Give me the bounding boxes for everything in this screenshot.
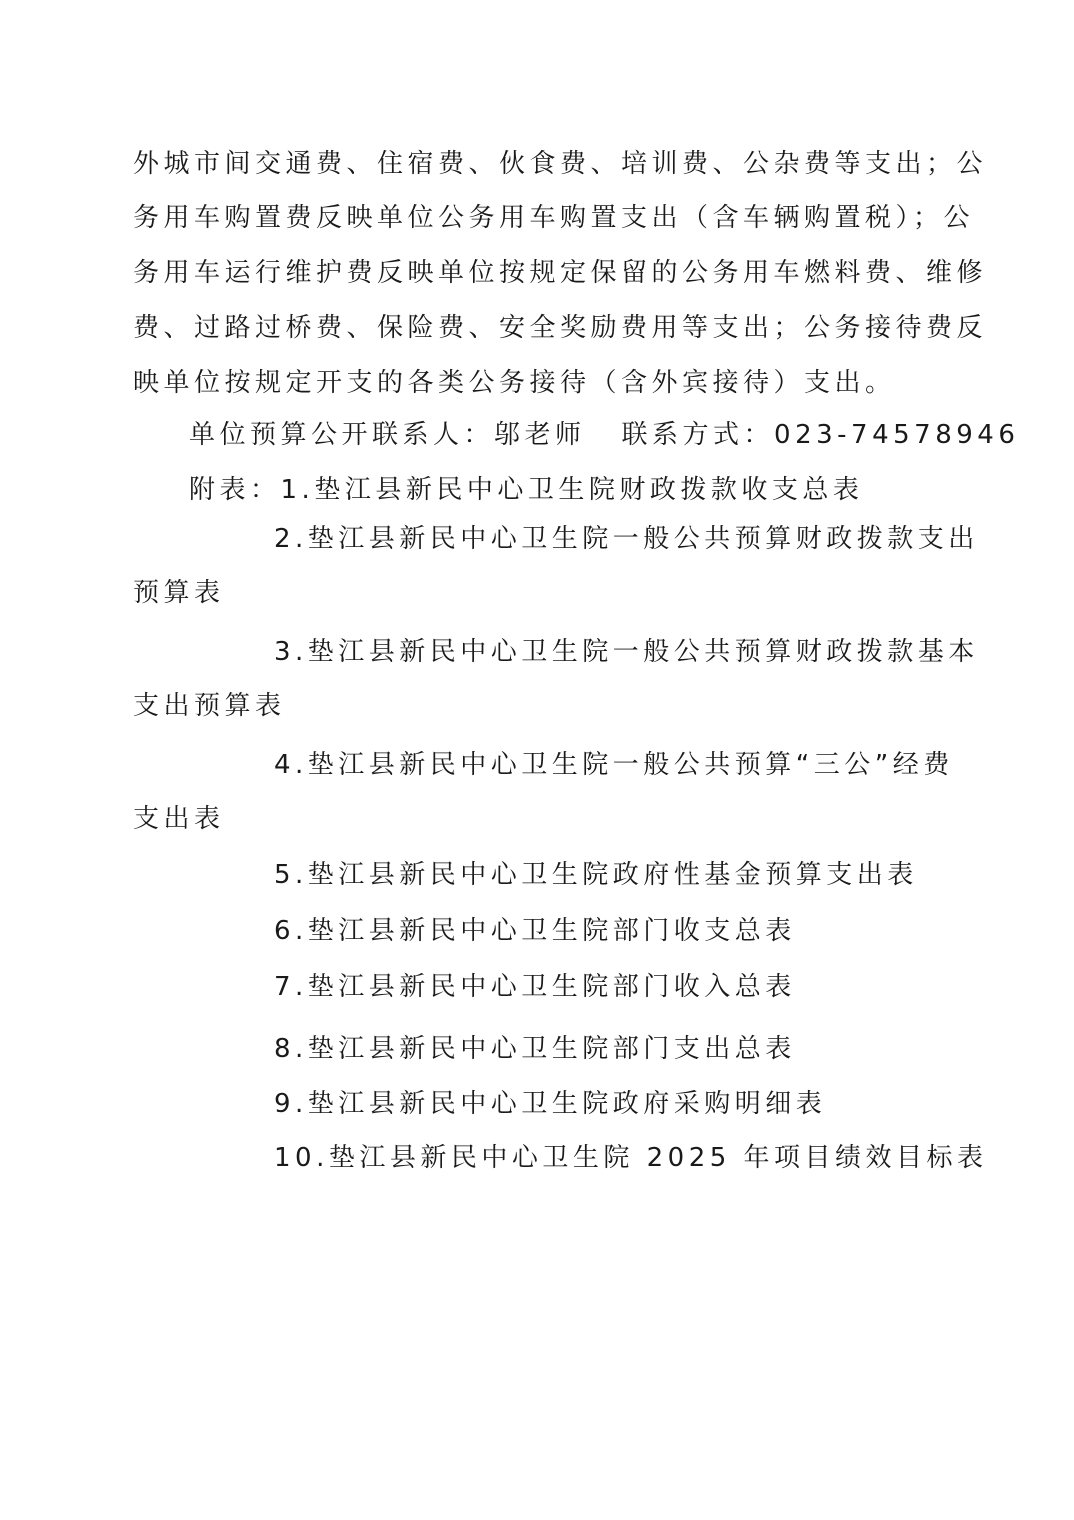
- attachment-item: 9.垫江县新民中心卫生院政府采购明细表: [274, 1089, 827, 1119]
- attachment-item: 4.垫江县新民中心卫生院一般公共预算“三公”经费: [274, 750, 954, 780]
- contact-person-label: 单位预算公开联系人：: [189, 420, 495, 450]
- attachment-item: 10.垫江县新民中心卫生院 2025 年项目绩效目标表: [274, 1143, 988, 1173]
- contact-phone: 023-74578946: [774, 420, 1020, 450]
- attachment-item: 8.垫江县新民中心卫生院部门支出总表: [274, 1034, 796, 1064]
- attachment-item: 5.垫江县新民中心卫生院政府性基金预算支出表: [274, 860, 918, 890]
- paragraph-line: 映单位按规定开支的各类公务接待（含外宾接待）支出。: [133, 368, 896, 398]
- attachment-item: 2.垫江县新民中心卫生院一般公共预算财政拨款支出: [274, 524, 979, 554]
- paragraph-line: 外城市间交通费、住宿费、伙食费、培训费、公杂费等支出；公: [133, 149, 988, 179]
- paragraph-line: 务用车运行维护费反映单位按规定保留的公务用车燃料费、维修: [133, 258, 988, 288]
- attachment-item: 1.垫江县新民中心卫生院财政拨款收支总表: [280, 475, 864, 505]
- attachments-label: 附表：: [189, 475, 281, 505]
- attachment-item-continuation: 预算表: [133, 578, 225, 608]
- attachment-item: 3.垫江县新民中心卫生院一般公共预算财政拨款基本: [274, 637, 979, 667]
- contact-line: [189, 418, 1020, 452]
- paragraph-line: 务用车购置费反映单位公务用车购置支出（含车辆购置税）；公: [133, 203, 975, 233]
- contact-method-label: 联系方式：: [621, 420, 775, 450]
- attachment-line: [189, 473, 945, 507]
- attachment-item: 7.垫江县新民中心卫生院部门收入总表: [274, 972, 796, 1002]
- paragraph-line: 费、过路过桥费、保险费、安全奖励费用等支出；公务接待费反: [133, 313, 988, 343]
- attachment-item-continuation: 支出表: [133, 804, 225, 834]
- contact-person-name: 邬老师: [494, 420, 586, 450]
- attachment-item: 6.垫江县新民中心卫生院部门收支总表: [274, 916, 796, 946]
- attachment-item-continuation: 支出预算表: [133, 691, 286, 721]
